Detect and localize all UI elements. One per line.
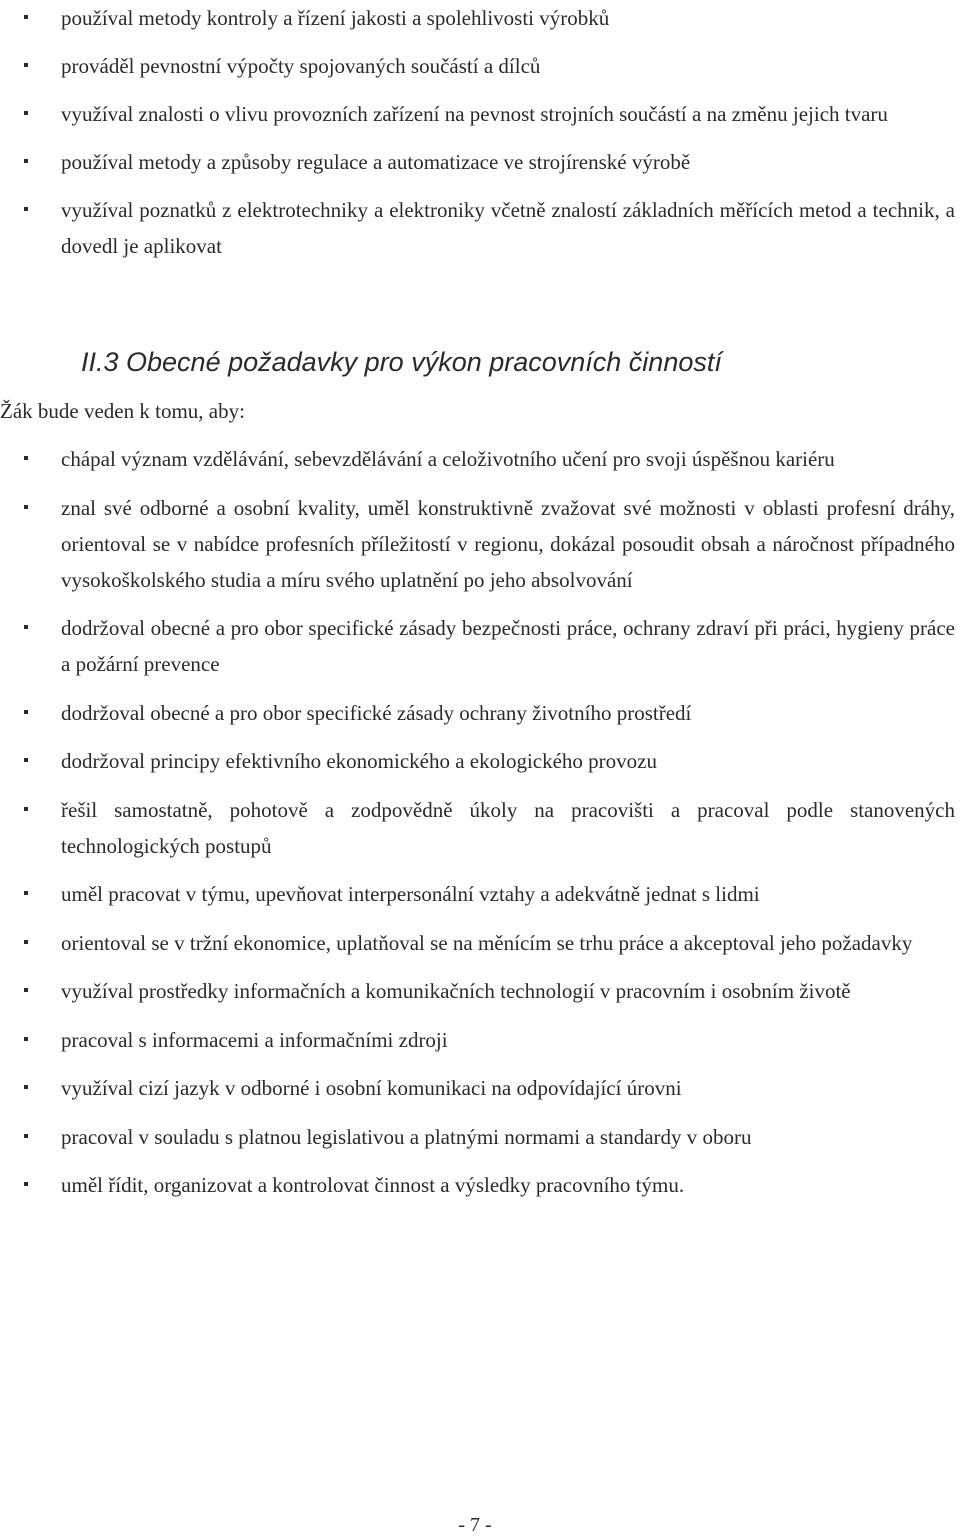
list-item-text: dodržoval obecné a pro obor specifické zásady ochrany životního prostředí: [61, 700, 692, 725]
list-item: [0, 1022, 960, 1058]
list-item-text: prováděl pevnostní výpočty spojovaných součástí a dílců: [61, 54, 541, 78]
list-item: [0, 695, 960, 731]
list-item: [0, 610, 960, 682]
bullet-icon: [24, 159, 28, 163]
list-item: [0, 96, 960, 132]
list-item-text: využíval prostředky informačních a komunikačních technologií v pracovním i osobním životě: [61, 979, 851, 1003]
bullet-icon: [24, 758, 28, 762]
bullet-icon: [24, 505, 28, 509]
list-item: [0, 876, 960, 912]
list-item: [0, 925, 960, 961]
list-item-text: využíval poznatků z elektrotechniky a elektroniky včetně znalostí základních měřících metod a technik, a dovedl je aplikovat: [61, 198, 955, 258]
bullet-icon: [24, 807, 28, 811]
bullet-icon: [24, 111, 28, 115]
bullet-icon: [24, 940, 28, 944]
list-item-text: využíval cizí jazyk v odborné i osobní komunikaci na odpovídající úrovni: [61, 1076, 682, 1100]
bullet-icon: [24, 1037, 28, 1041]
list-item: [0, 1119, 960, 1155]
list-item: [0, 441, 960, 477]
list-item-text: orientoval se v tržní ekonomice, uplatňoval se na měnícím se trhu práce a akceptoval jeho požadavky: [61, 930, 913, 955]
list-item-text: používal metody kontroly a řízení jakosti a spolehlivosti výrobků: [61, 6, 610, 30]
bullet-icon: [24, 1085, 28, 1089]
list-item: [0, 490, 960, 598]
list-item-text: znal své odborné a osobní kvality, uměl konstruktivně zvažovat své možnosti v oblasti profesní dráhy, orientoval se v nabídce profesních příležitostí v regionu, dokázal posoudit obsah a náročnost případného vysokoškolského studia a míru svého uplatnění po jeho absolvování: [61, 495, 955, 592]
list-item-text: používal metody a způsoby regulace a automatizace ve strojírenské výrobě: [61, 150, 691, 174]
list-item-text: řešil samostatně, pohotově a zodpovědně úkoly na pracovišti a pracoval podle stanovených technologických postupů: [61, 797, 955, 858]
section-heading: II.3 Obecné požadavky pro výkon pracovních činností: [81, 347, 722, 377]
list-item-text: uměl pracovat v týmu, upevňovat interpersonální vztahy a adekvátně jednat s lidmi: [61, 882, 760, 906]
list-item: [0, 792, 960, 864]
list-item: [0, 973, 960, 1009]
bullet-icon: [24, 710, 28, 714]
list-item-text: uměl řídit, organizovat a kontrolovat činnost a výsledky pracovního týmu.: [61, 1173, 685, 1197]
list-item: [0, 1070, 960, 1106]
list-item-text: dodržoval principy efektivního ekonomického a ekologického provozu: [61, 749, 657, 773]
bullet-list-requirements: [0, 441, 960, 1216]
list-item-text: využíval znalosti o vlivu provozních zařízení na pevnost strojních součástí a na změnu jejich tvaru: [61, 102, 888, 126]
page-number: - 7 -: [458, 1514, 492, 1536]
bullet-list-top: [0, 0, 960, 276]
list-item: [0, 192, 960, 264]
list-item: [0, 0, 960, 36]
list-item-text: pracoval s informacemi a informačními zdroji: [61, 1027, 448, 1052]
list-item: [0, 1167, 960, 1203]
bullet-icon: [24, 891, 28, 895]
list-item-text: chápal význam vzdělávání, sebevzdělávání a celoživotního učení pro svoji úspěšnou kariéru: [61, 447, 835, 471]
bullet-icon: [24, 988, 28, 992]
bullet-icon: [24, 456, 28, 460]
bullet-icon: [24, 1182, 28, 1186]
bullet-icon: [24, 63, 28, 67]
section-intro: Žák bude veden k tomu, aby:: [0, 399, 245, 423]
list-item: [0, 48, 960, 84]
list-item-text: pracoval v souladu s platnou legislativou a platnými normami a standardy v oboru: [61, 1124, 752, 1149]
bullet-icon: [24, 207, 28, 211]
bullet-icon: [24, 1134, 28, 1138]
list-item: [0, 743, 960, 779]
list-item: [0, 144, 960, 180]
bullet-icon: [24, 625, 28, 629]
list-item-text: dodržoval obecné a pro obor specifické zásady bezpečnosti práce, ochrany zdraví při práci, hygieny práce a požární prevence: [61, 616, 955, 676]
bullet-icon: [24, 15, 28, 19]
